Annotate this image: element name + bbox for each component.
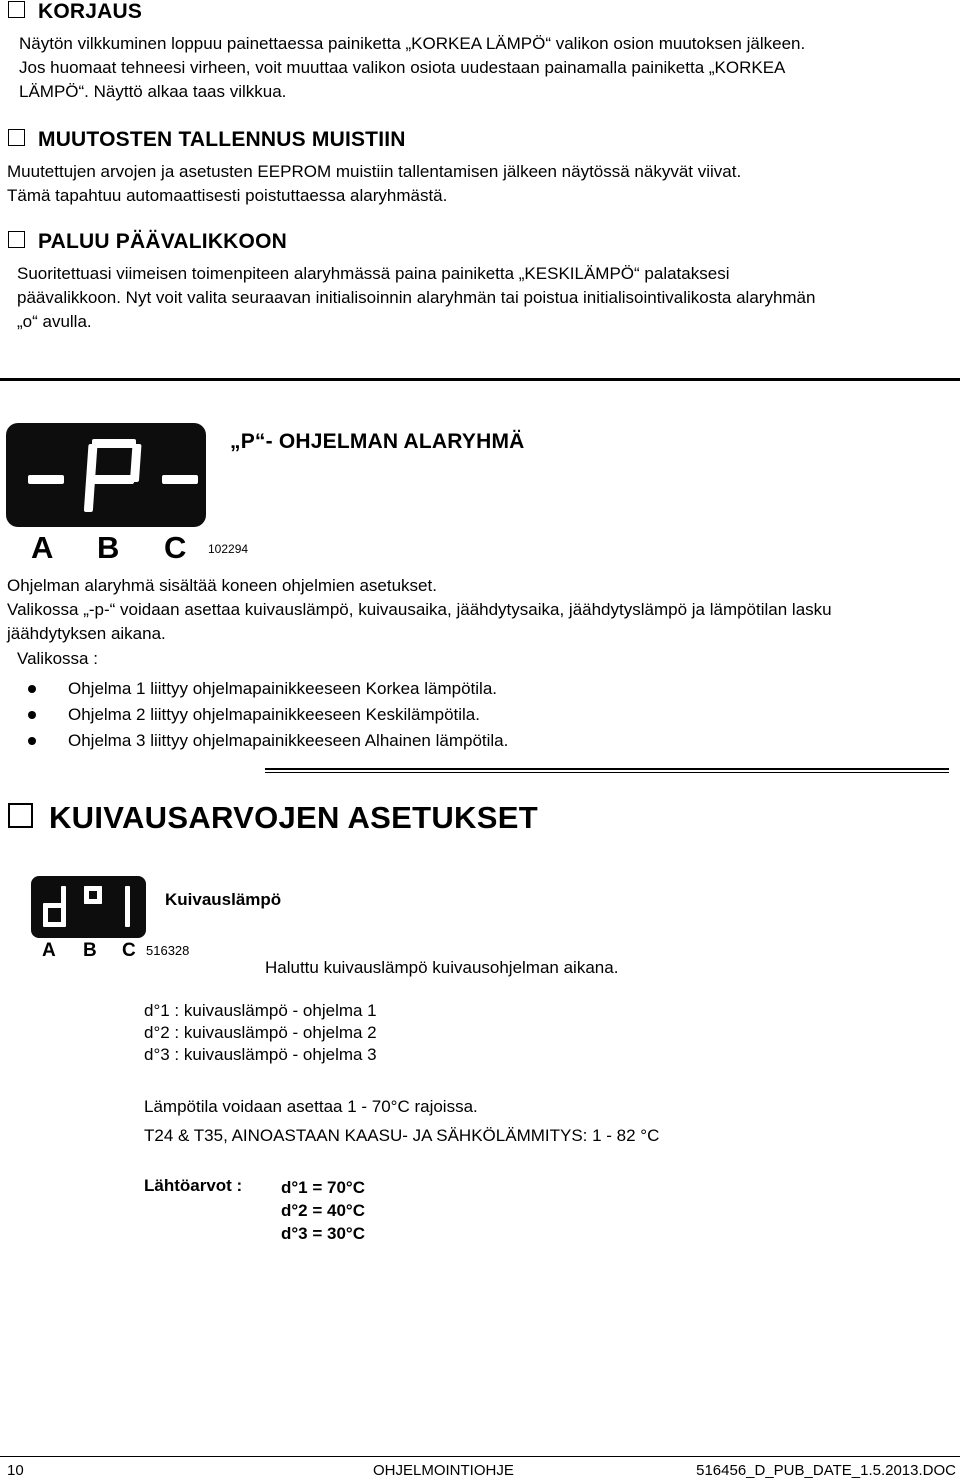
program-list xyxy=(22,676,508,754)
menu-label: Valikossa : xyxy=(17,649,98,668)
section-heading-kuivaus: KUIVAUSARVOJEN ASETUKSET xyxy=(8,800,538,836)
button-label-a: A xyxy=(42,940,56,961)
footer-title: OHJELMOINTIOHJE xyxy=(373,1462,514,1479)
defaults-values xyxy=(281,1176,365,1245)
default-value: d°3 = 30°C xyxy=(281,1224,365,1243)
seven-segment-p-icon xyxy=(6,423,206,527)
defaults-label: Lähtöarvot : xyxy=(144,1176,243,1195)
default-value: d°2 = 40°C xyxy=(281,1201,365,1220)
footer-filename: 516456_D_PUB_DATE_1.5.2013.DOC xyxy=(696,1462,956,1479)
paluu-paragraph: Suoritettuasi viimeisen toimenpiteen alaryhmässä paina painiketta „KESKILÄMPÖ“ palataksesi päävalikkoon. Nyt voit valita seuraavan initialisoinnin alaryhmän tai poistua initialisointivalikosta alaryhmän „o“ avulla. xyxy=(17,264,816,331)
muutosten-paragraph: Muutettujen arvojen ja asetusten EEPROM muistiin tallentamisen jälkeen näytössä näkyvät viivat. Tämä tapahtuu automaattisesti poistuttaessa alaryhmästä. xyxy=(7,162,742,205)
display-buttons-p xyxy=(0,530,260,570)
horizontal-rule xyxy=(265,768,949,770)
korjaus-paragraph: Näytön vilkkuminen loppuu painettaessa painiketta „KORKEA LÄMPÖ“ valikon osion muutoksen jälkeen. Jos huomaat tehneesi virheen, voit muuttaa valikon osiota uudestaan painamalla painiketta „KORKEA LÄMPÖ“. Näyttö alkaa taas vilkkua. xyxy=(19,34,806,101)
horizontal-rule xyxy=(0,378,960,381)
display-code: 102294 xyxy=(208,542,249,556)
button-label-c: C xyxy=(164,530,187,565)
footer-page-number: 10 xyxy=(7,1462,24,1479)
checkbox-square-icon xyxy=(8,803,33,828)
list-item: Ohjelma 1 liittyy ohjelmapainikkeeseen Korkea lämpötila. xyxy=(22,676,508,702)
section-heading-muutosten: MUUTOSTEN TALLENNUS MUISTIIN xyxy=(8,128,406,152)
list-item: d°2 : kuivauslämpö - ohjelma 2 xyxy=(144,1023,377,1042)
kuivaus-items xyxy=(144,1000,377,1066)
p-group-heading: „P“- OHJELMAN ALARYHMÄ xyxy=(230,430,525,453)
checkbox-square-icon xyxy=(8,129,25,146)
section-heading-korjaus: KORJAUS xyxy=(8,0,142,24)
kuivaus-description: Haluttu kuivauslämpö kuivausohjelman aikana. xyxy=(265,958,619,977)
lcd-display-d1 xyxy=(31,876,146,938)
default-value: d°1 = 70°C xyxy=(281,1178,365,1197)
section-heading-paluu: PALUU PÄÄVALIKKOON xyxy=(8,230,287,254)
button-label-c: C xyxy=(122,940,136,961)
seven-segment-d1-icon xyxy=(31,876,146,938)
list-item: Ohjelma 2 liittyy ohjelmapainikkeeseen Keskilämpötila. xyxy=(22,702,508,728)
button-label-a: A xyxy=(31,530,54,565)
list-item: d°3 : kuivauslämpö - ohjelma 3 xyxy=(144,1045,377,1064)
checkbox-square-icon xyxy=(8,1,25,18)
list-item: Ohjelma 3 liittyy ohjelmapainikkeeseen Alhainen lämpötila. xyxy=(22,728,508,754)
list-item: d°1 : kuivauslämpö - ohjelma 1 xyxy=(144,1001,377,1020)
kuivaus-subheading: Kuivauslämpö xyxy=(165,890,282,909)
checkbox-square-icon xyxy=(8,231,25,248)
range-text: Lämpötila voidaan asettaa 1 - 70°C rajoissa. xyxy=(144,1097,478,1116)
lcd-display-p xyxy=(6,423,206,527)
display-buttons-d1 xyxy=(0,940,200,964)
display-code: 516328 xyxy=(146,943,190,958)
gas-note: T24 & T35, AINOASTAAN KAASU- JA SÄHKÖLÄMMITYS: 1 - 82 °C xyxy=(144,1126,660,1145)
p-group-paragraph: Ohjelman alaryhmä sisältää koneen ohjelmien asetukset. Valikossa „-p-“ voidaan asettaa kuivauslämpö, kuivausaika, jäähdytysaika, jäähdytyslämpö ja lämpötilan lasku jäähdytyksen aikana. xyxy=(7,576,832,643)
horizontal-rule xyxy=(265,772,949,773)
footer-rule xyxy=(0,1456,960,1457)
button-label-b: B xyxy=(97,530,120,565)
button-label-b: B xyxy=(83,940,97,961)
